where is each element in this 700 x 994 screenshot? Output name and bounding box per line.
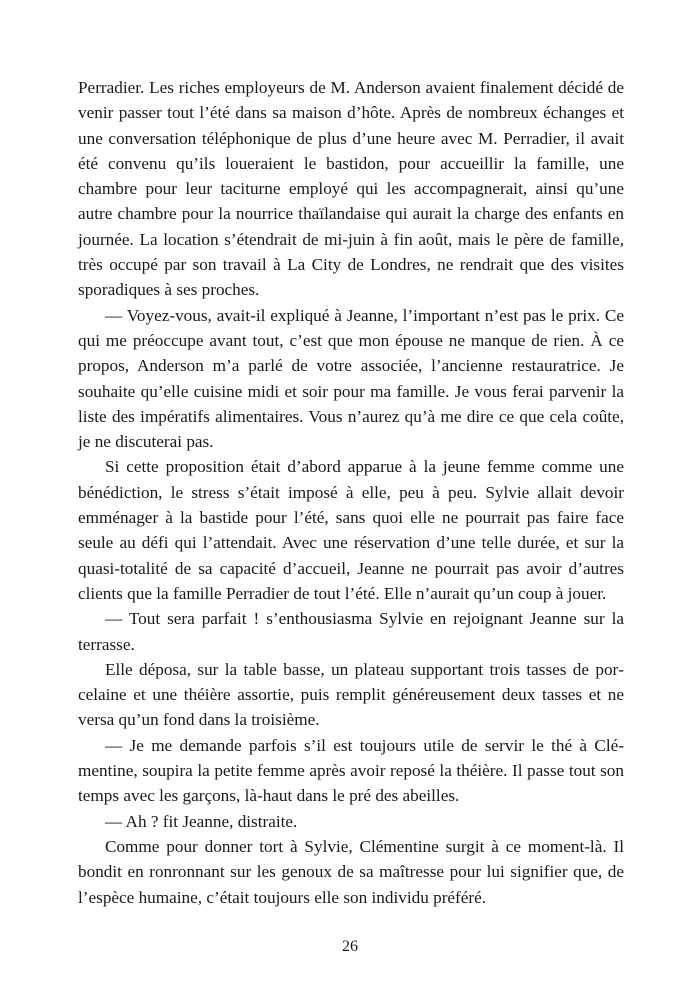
paragraph-7: — Ah ? fit Jeanne, distraite. bbox=[105, 811, 298, 831]
paragraph-6: — Je me demande parfois s’il est toujours utile de servir le thé à Clémentine, soupira la petite femme après avoir reposé la théière. Il passe tout son temps avec les garçons, là-haut dans le pré des abeilles. bbox=[78, 735, 624, 806]
paragraph-5: Elle déposa, sur la table basse, un plateau supportant trois tasses de porcelaine et une théière assortie, puis remplit généreusement deux tasses et ne versa qu’un fond dans la troisième. bbox=[78, 659, 624, 730]
paragraph-1: Perradier. Les riches employeurs de M. Anderson avaient finalement décidé de venir passer tout l’été dans sa maison d’hôte. Après de nombreux échanges et une conversation téléphonique de plus d’une heure avec M. Perradier, il avait été convenu qu’ils loueraient le bastidon, pour accueillir la famille, une chambre pour leur taciturne employé qui les accompagnerait, ainsi qu’une autre chambre pour la nourrice thaïlandaise qui aurait la charge des enfants en journée. La location s’étendrait de mi-juin à fin août, mais le père de famille, très occupé par son travail à La City de Londres, ne rendrait que des visites sporadiques à ses proches. bbox=[78, 78, 624, 300]
paragraph-3: Si cette proposition était d’abord apparue à la jeune femme comme une bénédiction, le stress s’était imposé à elle, peu à peu. Sylvie allait devoir emménager à la bastide pour l’été, sans quoi elle ne pourrait pas faire face seule au défi qui l’attendait. Avec une réservation d’une telle durée, et sur la quasi-totalité de sa capacité d’accueil, Jeanne ne pourrait pas avoir d’autres clients que la famille Perradier de tout l’été. Elle n’aurait qu’un coup à jouer. bbox=[78, 457, 624, 603]
page-body bbox=[78, 75, 624, 910]
paragraph-8: Comme pour donner tort à Sylvie, Clémentine surgit à ce moment-là. Il bondit en ronronnant sur les genoux de sa maîtresse pour lui signifier que, de l’espèce humaine, c’était toujours elle son individu préféré. bbox=[78, 836, 624, 907]
paragraph-4: — Tout sera parfait ! s’enthousiasma Sylvie en rejoignant Jeanne sur la terrasse. bbox=[78, 609, 624, 654]
paragraph-2: — Voyez-vous, avait-il expliqué à Jeanne, l’important n’est pas le prix. Ce qui me préoccupe avant tout, c’est que mon épouse ne manque de rien. À ce propos, Anderson m’a parlé de votre associée, l’ancienne restauratrice. Je souhaite qu’elle cuisine midi et soir pour ma famille. Je vous ferai parvenir la liste des impératifs alimentaires. Vous n’aurez qu’à me dire ce que cela coûte, je ne discuterai pas. bbox=[78, 305, 624, 452]
page-number: 26 bbox=[342, 938, 358, 955]
